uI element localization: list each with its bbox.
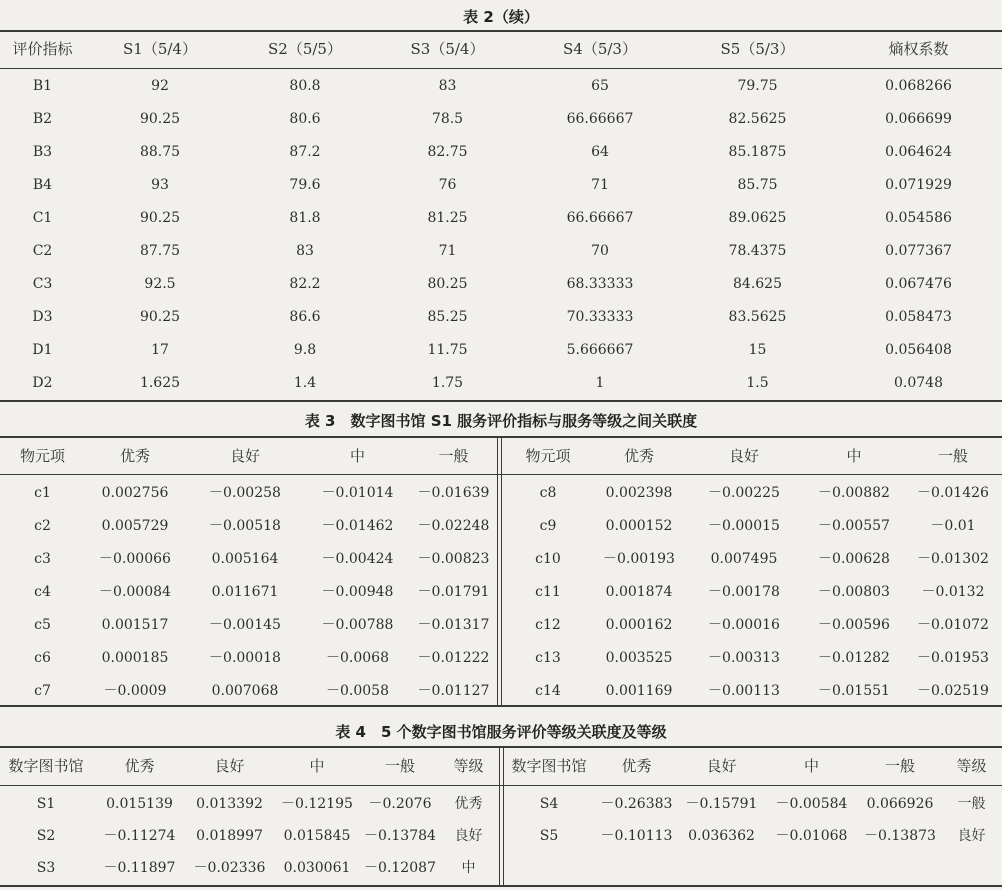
table4-row (0, 788, 1002, 821)
grade-cell: 良好 (957, 828, 986, 844)
table-cell: 0.066699 (885, 111, 952, 127)
table-cell: 0.001517 (101, 617, 169, 633)
table4-header-cell: 优秀 (124, 757, 155, 775)
table-cell: 85.25 (427, 309, 468, 325)
row-label: D1 (32, 342, 53, 358)
table-cell: －0.00084 (99, 584, 171, 600)
table-cell: －0.00518 (209, 518, 281, 534)
table-cell: －0.01072 (917, 617, 989, 633)
table-cell: 0.000152 (605, 518, 673, 534)
table4-header-cell: 优秀 (621, 757, 652, 775)
table-cell: －0.00258 (209, 485, 281, 501)
row-label: c7 (34, 683, 51, 699)
table-cell: －0.0058 (326, 683, 389, 699)
table-cell: 11.75 (427, 342, 468, 358)
table-cell: 92.5 (144, 276, 176, 292)
table-cell: －0.00584 (775, 796, 848, 812)
table4-header-cell: 中 (803, 757, 819, 775)
table-cell: －0.00193 (603, 551, 675, 567)
table3-header-cell: 中 (349, 447, 365, 465)
table-cell: 0.030061 (283, 860, 351, 876)
table-cell: －0.00788 (321, 617, 394, 633)
table-cell: 78.4375 (728, 243, 787, 259)
row-label: D2 (32, 375, 53, 391)
table-cell: 64 (591, 144, 609, 160)
table4-header-cell: 数字图书馆 (8, 757, 84, 775)
table-cell: 0.077367 (885, 243, 952, 259)
table2-header-cell: S5（5/3） (720, 40, 795, 58)
table-cell: －0.00557 (818, 518, 890, 534)
row-label: c4 (34, 584, 51, 600)
table-cell: 0.005164 (211, 551, 279, 567)
table-cell: －0.13873 (864, 828, 936, 844)
table-cell: 81.25 (427, 210, 468, 226)
table-cell: 0.066926 (866, 796, 934, 812)
table2-header-cell: 熵权系数 (888, 40, 949, 58)
table2-header-cell: S3（5/4） (410, 40, 485, 58)
table-cell: 65 (591, 78, 609, 94)
table-cell: 83.5625 (728, 309, 787, 325)
table-cell: 0.002398 (605, 485, 673, 501)
table4-header-cell: 一般 (384, 757, 415, 775)
row-label: C1 (32, 210, 53, 226)
table-cell: 15 (748, 342, 767, 358)
row-label: c10 (535, 551, 561, 567)
table4-header-cell: 等级 (956, 757, 987, 775)
table-cell: 0.064624 (885, 144, 952, 160)
table2-header-cell: S2（5/5） (268, 40, 342, 58)
table3-header-cell: 良好 (229, 447, 260, 465)
table-cell: －0.01791 (417, 584, 490, 600)
table4-row (0, 852, 1002, 885)
table-cell: 0.056408 (885, 342, 952, 358)
table-cell: 0.001874 (605, 584, 673, 600)
table-cell: －0.0068 (326, 650, 389, 666)
table-cell: －0.00113 (708, 683, 780, 699)
table2-bottom-rule (0, 400, 1002, 402)
table-cell: 70 (591, 243, 609, 259)
row-label: B4 (32, 177, 53, 193)
table-cell: －0.13784 (364, 828, 436, 844)
table-cell: 0.015139 (106, 796, 173, 812)
table-cell: 0.001169 (605, 683, 673, 699)
table4-header-rule (0, 785, 1002, 786)
table-cell: －0.00178 (708, 584, 780, 600)
table-cell: 90.25 (139, 111, 181, 127)
table-cell: 0.003525 (605, 650, 673, 666)
table-cell: －0.01302 (917, 551, 989, 567)
table4-header-right (0, 750, 1002, 783)
table4-row (0, 820, 1002, 853)
row-label: S4 (539, 796, 559, 812)
table-cell: －0.11274 (103, 828, 176, 844)
table-cell: －0.01 (930, 518, 976, 534)
table-cell: －0.00628 (818, 551, 890, 567)
table-cell: －0.00018 (209, 650, 281, 666)
table2-row (0, 235, 1002, 268)
row-label: S1 (36, 796, 56, 812)
table-cell: －0.01317 (417, 617, 490, 633)
table3-header-cell: 物元项 (19, 447, 65, 465)
table4-title: 表 4 5 个数字图书馆服务评价等级关联度及等级 (335, 723, 667, 741)
table4-divider (503, 748, 504, 886)
table-cell: 89.0625 (728, 210, 787, 226)
table-cell: 9.8 (293, 342, 317, 358)
table-cell: －0.01282 (818, 650, 890, 666)
table-cell: 92 (151, 78, 169, 94)
table-cell: 78.5 (431, 111, 464, 127)
table-cell: －0.0009 (103, 683, 167, 699)
table4-bottom-rule (0, 885, 1002, 887)
table-cell: －0.01014 (321, 485, 394, 501)
table-cell: 70.33333 (566, 309, 634, 325)
table-cell: －0.02519 (917, 683, 989, 699)
table-cell: 82.5625 (728, 111, 787, 127)
table4-divider (499, 748, 500, 886)
table-cell: 83 (296, 243, 314, 259)
table-cell: －0.01953 (917, 650, 989, 666)
table4-header-cell: 一般 (884, 757, 915, 775)
table-cell: 0.036362 (688, 828, 755, 844)
table-cell: 0.015845 (283, 828, 351, 844)
table4-top-rule (0, 746, 1002, 748)
table-cell: 0.007068 (211, 683, 279, 699)
table-cell: －0.00015 (708, 518, 780, 534)
table-cell: 17 (151, 342, 169, 358)
table-cell: 0.002756 (101, 485, 169, 501)
table-cell: －0.00424 (321, 551, 394, 567)
table-cell: －0.00016 (708, 617, 780, 633)
table-cell: －0.00066 (99, 551, 171, 567)
table-cell: 1.625 (139, 375, 181, 391)
table-cell: 0.071929 (885, 177, 952, 193)
table2-top-rule (0, 30, 1002, 32)
table-cell: －0.00803 (818, 584, 890, 600)
table-cell: 0.0748 (894, 375, 943, 391)
table-cell: 0.054586 (885, 210, 952, 226)
table-cell: 79.6 (289, 177, 321, 193)
table-cell: 0.018997 (196, 828, 263, 844)
table-cell: －0.2076 (368, 796, 432, 812)
table-cell: －0.12087 (364, 860, 436, 876)
table4-header-cell: 等级 (453, 757, 484, 775)
table2-row (0, 334, 1002, 367)
table-cell: 85.75 (737, 177, 778, 193)
table-cell: －0.01426 (917, 485, 989, 501)
table2-row (0, 301, 1002, 334)
table2-row (0, 103, 1002, 136)
table-cell: 93 (151, 177, 169, 193)
table-cell: －0.26383 (600, 796, 673, 812)
table-cell: 81.8 (289, 210, 321, 226)
row-label: c13 (535, 650, 561, 666)
table-cell: 0.068266 (885, 78, 952, 94)
table-cell: 80.6 (289, 111, 321, 127)
table2-header-row (0, 33, 1002, 66)
table-cell: 0.011671 (211, 584, 279, 600)
table2-row (0, 268, 1002, 301)
table-cell: 0.067476 (885, 276, 952, 292)
table3-title: 表 3 数字图书馆 S1 服务评价指标与服务等级之间关联度 (304, 412, 698, 430)
table2-row (0, 367, 1002, 400)
table-cell: －0.00596 (818, 617, 890, 633)
row-label: B1 (32, 78, 53, 94)
table-cell: 0.013392 (196, 796, 263, 812)
table-cell: 80.8 (289, 78, 321, 94)
table-cell: 71 (591, 177, 609, 193)
table-cell: －0.00823 (417, 551, 490, 567)
row-label: c3 (34, 551, 51, 567)
row-label: c12 (535, 617, 561, 633)
table3-header-cell: 优秀 (623, 447, 654, 465)
table-cell: －0.01639 (417, 485, 490, 501)
table-cell: －0.01068 (775, 828, 848, 844)
table-cell: 88.75 (139, 144, 181, 160)
table-cell: 83 (438, 78, 457, 94)
table-cell: －0.11897 (103, 860, 176, 876)
table-cell: 71 (438, 243, 457, 259)
row-label: S3 (36, 860, 56, 876)
row-label: c6 (34, 650, 51, 666)
row-label: C2 (32, 243, 53, 259)
table2-header-rule (0, 68, 1002, 69)
grade-cell: 一般 (957, 796, 986, 812)
table-cell: 66.66667 (566, 210, 634, 226)
table2-row (0, 136, 1002, 169)
table-cell: －0.10113 (600, 828, 673, 844)
table-cell: －0.00313 (708, 650, 780, 666)
table2-row (0, 70, 1002, 103)
grade-cell: 优秀 (454, 796, 483, 812)
table-cell: －0.01127 (417, 683, 490, 699)
table4-header-cell: 良好 (706, 757, 737, 775)
table-cell: 90.25 (139, 309, 181, 325)
table-cell: 66.66667 (566, 111, 634, 127)
table-cell: 0.058473 (885, 309, 952, 325)
table-cell: 1.75 (431, 375, 464, 391)
table3-header-cell: 良好 (728, 447, 759, 465)
table-cell: －0.15791 (685, 796, 758, 812)
table4-header-cell: 良好 (214, 757, 245, 775)
table3-bottom-rule (0, 705, 1002, 707)
table-cell: 87.75 (139, 243, 181, 259)
row-label: S5 (539, 828, 559, 844)
table3-divider (497, 438, 498, 706)
row-label: c14 (535, 683, 561, 699)
table2-row (0, 169, 1002, 202)
table-cell: －0.02248 (417, 518, 490, 534)
table3-divider (501, 438, 502, 706)
row-label: B3 (32, 144, 53, 160)
table-cell: －0.00225 (708, 485, 780, 501)
row-label: c1 (34, 485, 51, 501)
row-label: c5 (34, 617, 51, 633)
table2-header-cell: S1（5/4） (123, 40, 197, 58)
table-cell: －0.12195 (281, 796, 353, 812)
table-cell: 86.6 (289, 309, 321, 325)
table4-header-cell: 中 (309, 757, 325, 775)
row-label: c9 (539, 518, 557, 534)
table-cell: 1 (595, 375, 605, 391)
row-label: C3 (32, 276, 53, 292)
table-cell: 0.000185 (101, 650, 169, 666)
table-cell: －0.01222 (417, 650, 490, 666)
row-label: S2 (36, 828, 56, 844)
grade-cell: 中 (461, 860, 476, 876)
row-label: c2 (34, 518, 51, 534)
table-cell: 1.5 (746, 375, 769, 391)
table-cell: 79.75 (737, 78, 778, 94)
table-cell: 84.625 (733, 276, 782, 292)
row-label: c8 (539, 485, 557, 501)
table-cell: 80.25 (427, 276, 468, 292)
table-cell: 5.666667 (566, 342, 634, 358)
table-cell: 90.25 (139, 210, 181, 226)
table2-row (0, 202, 1002, 235)
grade-cell: 良好 (454, 828, 483, 844)
table2-title: 表 2（续） (463, 8, 539, 26)
table-cell: 68.33333 (566, 276, 634, 292)
table-cell: 0.000162 (605, 617, 673, 633)
table-cell: 0.005729 (101, 518, 169, 534)
row-label: c11 (535, 584, 561, 600)
table3-header-cell: 优秀 (119, 447, 150, 465)
table-cell: －0.02336 (193, 860, 266, 876)
table-cell: －0.0132 (921, 584, 985, 600)
table-cell: －0.00948 (321, 584, 394, 600)
table2-header-cell: 评价指标 (12, 40, 73, 58)
table-cell: 1.4 (293, 375, 317, 391)
row-label: D3 (32, 309, 53, 325)
table4-header-cell: 数字图书馆 (511, 757, 587, 775)
table-cell: 82.75 (427, 144, 468, 160)
table-cell: 0.007495 (710, 551, 778, 567)
table-cell: －0.00145 (209, 617, 281, 633)
table-cell: 87.2 (289, 144, 321, 160)
table3-header-cell: 中 (846, 447, 862, 465)
table-cell: 76 (438, 177, 457, 193)
table-cell: －0.01462 (321, 518, 394, 534)
table3-header-cell: 一般 (438, 447, 469, 465)
table-cell: －0.01551 (818, 683, 890, 699)
table2-header-cell: S4（5/3） (563, 40, 637, 58)
table3-header-cell: 物元项 (525, 447, 571, 465)
row-label: B2 (32, 111, 53, 127)
table-cell: －0.00882 (818, 485, 890, 501)
table-cell: 82.2 (289, 276, 321, 292)
table3-header-cell: 一般 (937, 447, 968, 465)
table-cell: 85.1875 (728, 144, 787, 160)
